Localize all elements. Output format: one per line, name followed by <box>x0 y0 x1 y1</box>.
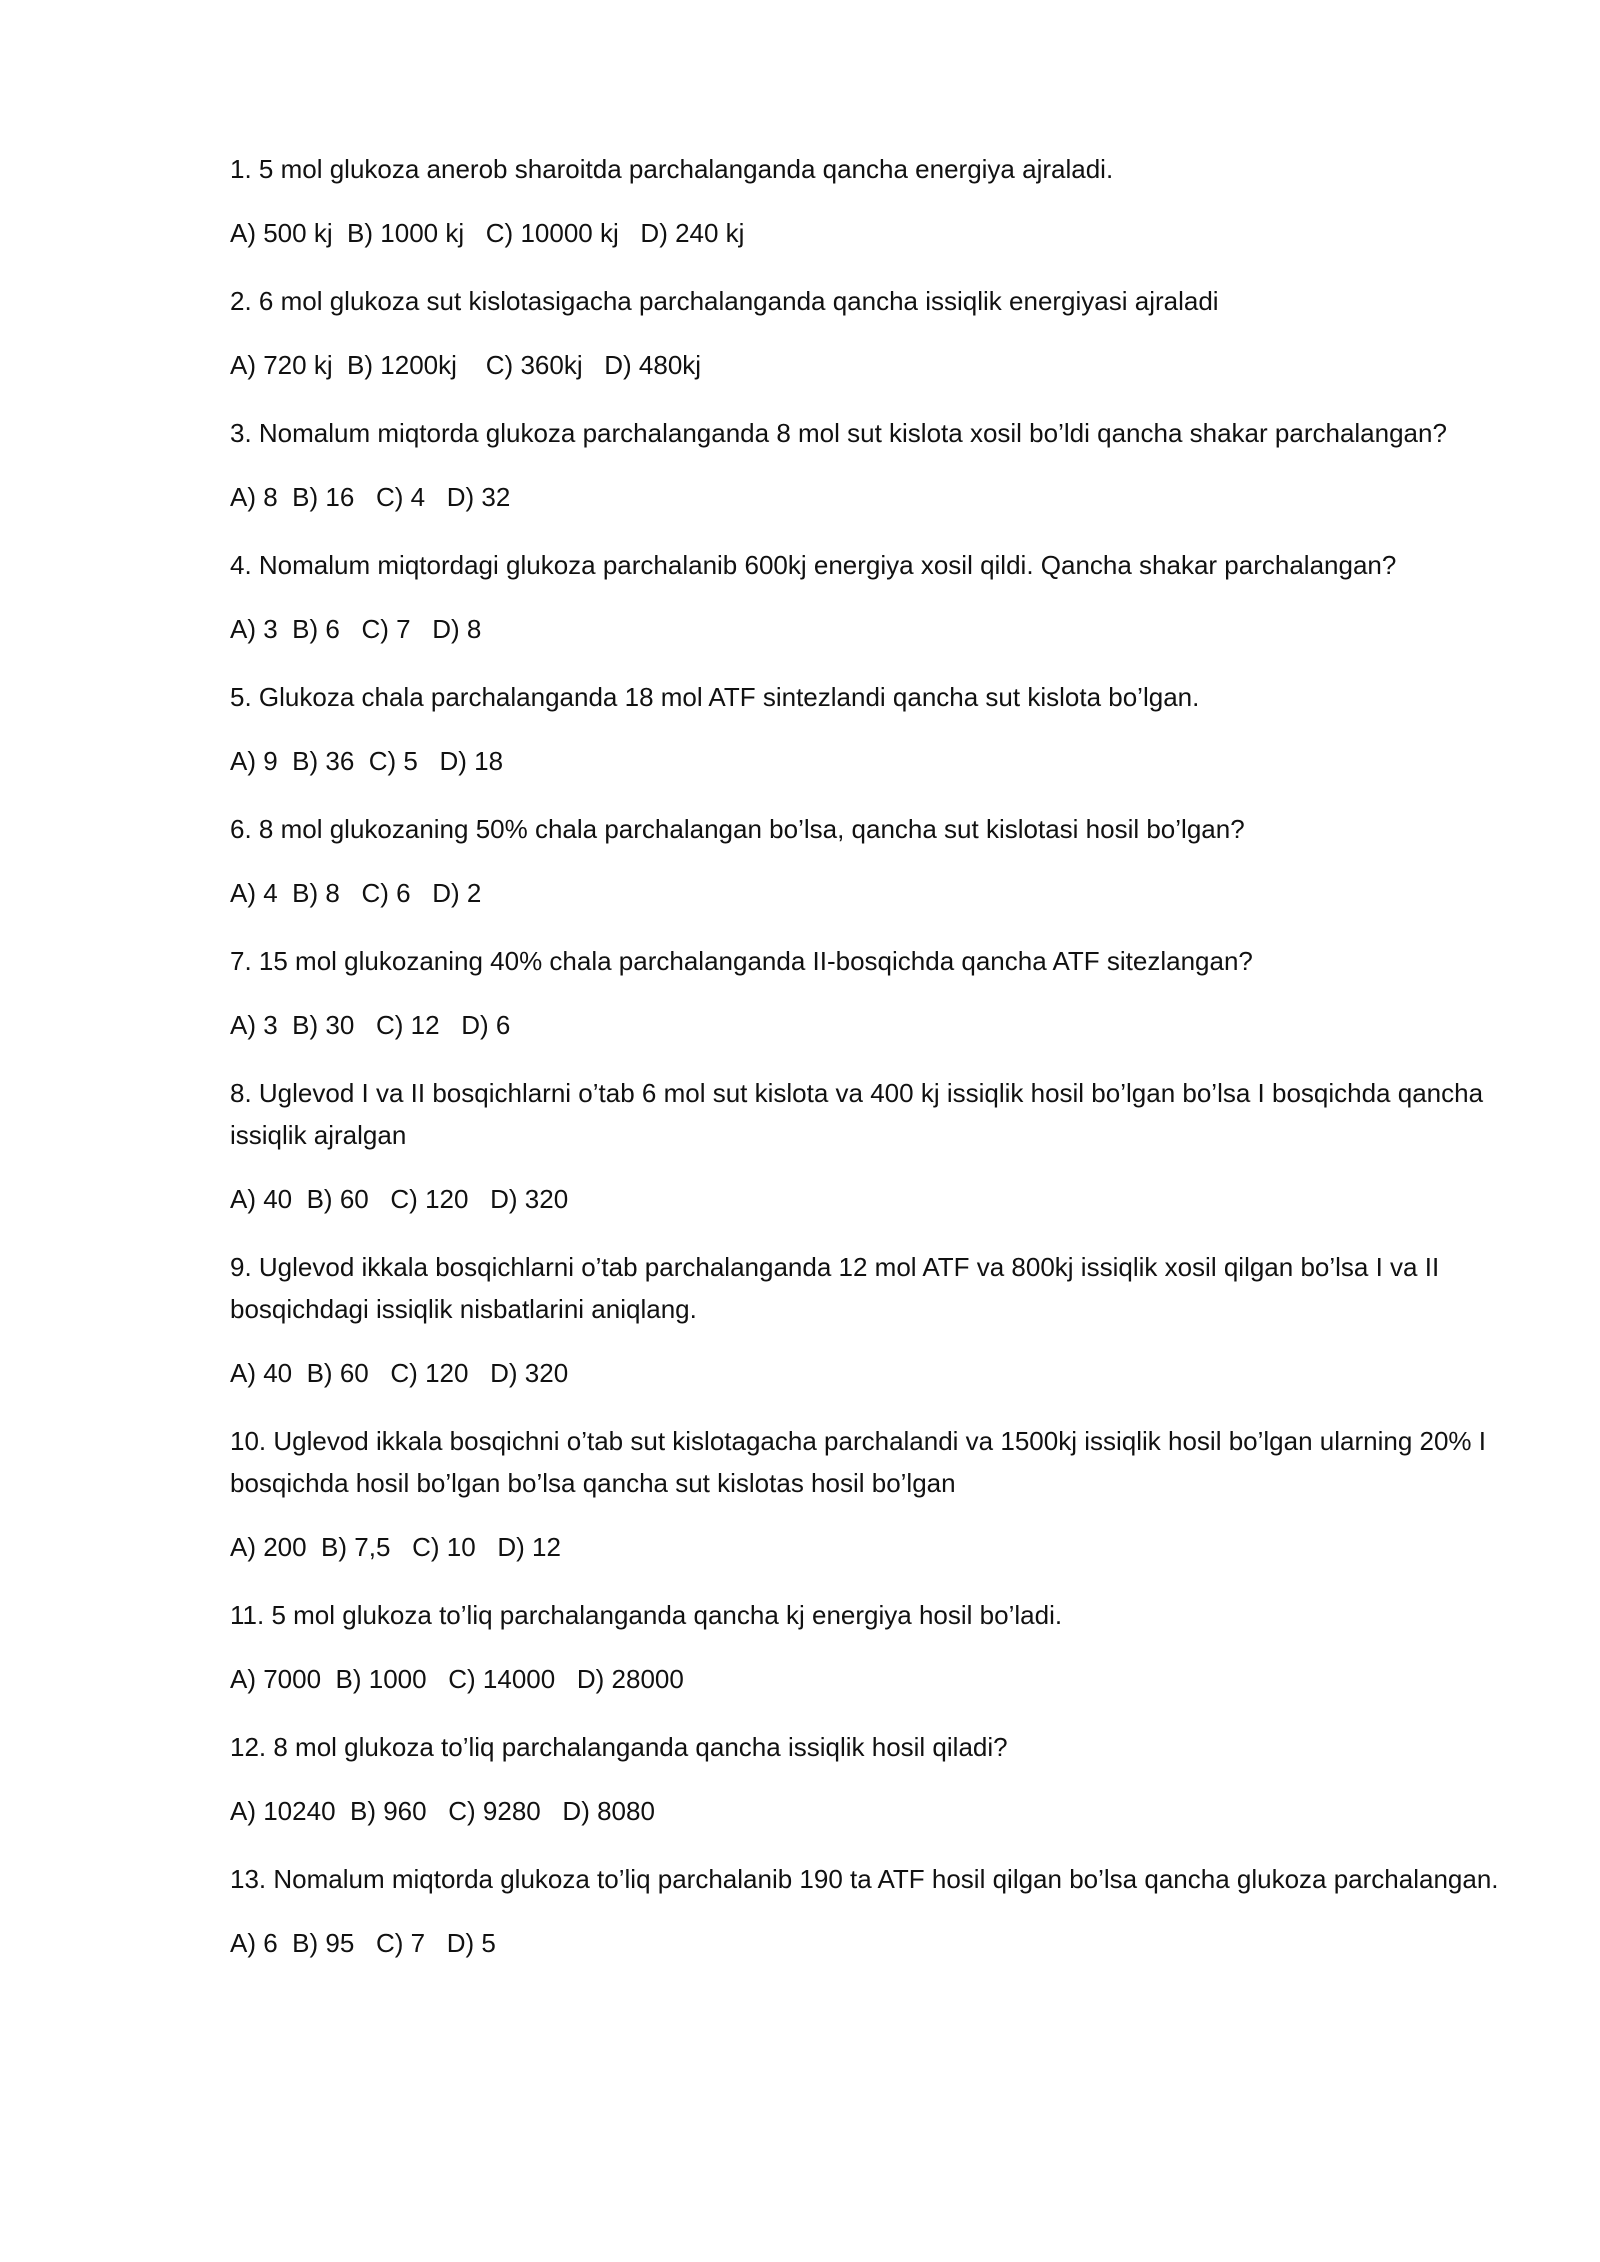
question-9-text: 9. Uglevod ikkala bosqichlarni o’tab parchalanganda 12 mol ATF va 800kj issiqlik xosil qilgan bo’lsa I va II bosqichdagi issiqlik nisbatlarini aniqlang. <box>230 1252 1440 1324</box>
question-13-options: A) 6 B) 95 C) 7 D) 5 <box>230 1928 496 1958</box>
question-1-text: 1. 5 mol glukoza anerob sharoitda parchalanganda qancha energiya ajraladi. <box>230 154 1114 184</box>
question-12-text: 12. 8 mol glukoza to’liq parchalanganda qancha issiqlik hosil qiladi? <box>230 1732 1008 1762</box>
question-2-options: A) 720 kj B) 1200kj C) 360kj D) 480kj <box>230 350 702 380</box>
question-13-text: 13. Nomalum miqtorda glukoza to’liq parchalanib 190 ta ATF hosil qilgan bo’lsa qancha glukoza parchalangan. <box>230 1864 1499 1894</box>
question-8-text: 8. Uglevod I va II bosqichlarni o’tab 6 mol sut kislota va 400 kj issiqlik hosil bo’lgan bo’lsa I bosqichda qancha issiqlik ajralgan <box>230 1078 1484 1150</box>
question-7-text: 7. 15 mol glukozaning 40% chala parchalanganda II-bosqichda qancha ATF sitezlangan? <box>230 946 1253 976</box>
question-4-options: A) 3 B) 6 C) 7 D) 8 <box>230 614 482 644</box>
question-10-options: A) 200 B) 7,5 C) 10 D) 12 <box>230 1532 561 1562</box>
question-6-options: A) 4 B) 8 C) 6 D) 2 <box>230 878 482 908</box>
question-10-text: 10. Uglevod ikkala bosqichni o’tab sut kislotagacha parchalandi va 1500kj issiqlik hosil bo’lgan ularning 20% I bosqichda hosil bo’lgan bo’lsa qancha sut kislotas hosil bo’lgan <box>230 1426 1486 1498</box>
question-6-text: 6. 8 mol glukozaning 50% chala parchalangan bo’lsa, qancha sut kislotasi hosil bo’lgan? <box>230 814 1245 844</box>
question-11-options: A) 7000 B) 1000 C) 14000 D) 28000 <box>230 1664 684 1694</box>
question-7-options: A) 3 B) 30 C) 12 D) 6 <box>230 1010 511 1040</box>
question-3-text: 3. Nomalum miqtorda glukoza parchalanganda 8 mol sut kislota xosil bo’ldi qancha shakar parchalangan? <box>230 418 1447 448</box>
question-8-options: A) 40 B) 60 C) 120 D) 320 <box>230 1184 569 1214</box>
question-9-options: A) 40 B) 60 C) 120 D) 320 <box>230 1358 569 1388</box>
question-12-options: A) 10240 B) 960 C) 9280 D) 8080 <box>230 1796 655 1826</box>
question-5-options: A) 9 B) 36 C) 5 D) 18 <box>230 746 504 776</box>
document-page <box>230 148 1500 1990</box>
question-11-text: 11. 5 mol glukoza to’liq parchalanganda qancha kj energiya hosil bo’ladi. <box>230 1600 1063 1630</box>
question-2-text: 2. 6 mol glukoza sut kislotasigacha parchalanganda qancha issiqlik energiyasi ajraladi <box>230 286 1219 316</box>
question-3-options: A) 8 B) 16 C) 4 D) 32 <box>230 482 511 512</box>
question-5-text: 5. Glukoza chala parchalanganda 18 mol ATF sintezlandi qancha sut kislota bo’lgan. <box>230 682 1200 712</box>
question-4-text: 4. Nomalum miqtordagi glukoza parchalanib 600kj energiya xosil qildi. Qancha shakar parchalangan? <box>230 550 1397 580</box>
question-1-options: A) 500 kj B) 1000 kj C) 10000 kj D) 240 kj <box>230 218 745 248</box>
